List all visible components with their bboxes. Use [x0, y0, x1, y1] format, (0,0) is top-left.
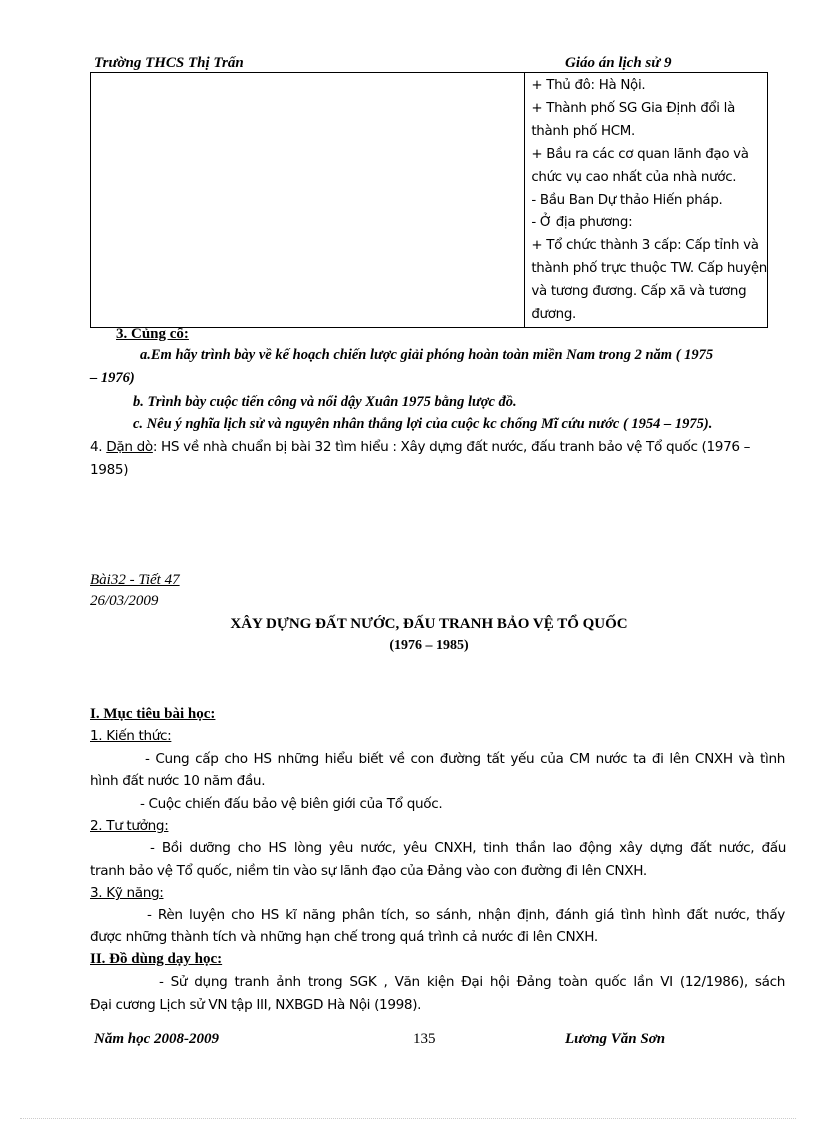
table-line: + Thủ đô: Hà Nội. [531, 78, 646, 93]
cungco-a-line2: – 1976) [90, 370, 135, 386]
dodung-line1: - Sử dụng tranh ảnh trong SGK , Văn kiện Đại hội Đảng toàn quốc lần VI (12/1986), sách [159, 974, 785, 990]
table-line: + Bầu ra các cơ quan lãnh đạo và [531, 146, 749, 162]
kn-line1: - Rèn luyện cho HS kĩ năng phân tích, so sánh, nhận định, đánh giá tình hình đất nước, thấy [147, 907, 785, 923]
dodung-line2: Đại cương Lịch sử VN tập III, NXBGD Hà Nội (1998). [90, 997, 422, 1013]
table-line: + Tổ chức thành 3 cấp: Cấp tỉnh và [531, 238, 759, 254]
lesson-title: XÂY DỰNG ĐẤT NƯỚC, ĐẤU TRANH BẢO VỆ TỔ QUỐC [230, 616, 628, 632]
table-right-cell [525, 73, 768, 328]
tt-line1: - Bồi dưỡng cho HS lòng yêu nước, yêu CNXH, tinh thần lao động xây dựng đất nước, đấu [150, 840, 786, 856]
lesson-date: 26/03/2009 [90, 593, 159, 609]
muctieu-heading-text: I. Mục tiêu bài học: [90, 706, 216, 722]
muctieu-heading [90, 706, 215, 723]
dando-text: : HS về nhà chuẩn bị bài 32 tìm hiểu : Xây dựng đất nước, đấu tranh bảo vệ Tổ quốc (1976 – [152, 439, 751, 455]
school-name: Trường THCS Thị Trấn [94, 55, 244, 71]
lesson-code [90, 572, 180, 589]
table-line: đương. [531, 307, 576, 323]
footer-year: Năm học 2008-2009 [94, 1031, 219, 1047]
page-number: 135 [413, 1031, 436, 1047]
cungco-b: b. Trình bày cuộc tiến công và nổi dậy Xuân 1975 bằng lược đồ. [133, 394, 517, 410]
dando-line2: 1985) [90, 462, 129, 478]
table-line: thành phố HCM. [531, 123, 635, 139]
kynang-label [90, 885, 164, 901]
table-line: thành phố trực thuộc TW. Cấp huyện [531, 261, 767, 277]
lesson-years: (1976 – 1985) [389, 638, 469, 653]
table-line: chức vụ cao nhất của nhà nước. [531, 169, 737, 185]
table-left-cell [91, 73, 525, 328]
dando-line1 [90, 439, 750, 455]
kienthuc-label-text: 1. Kiến thức: [90, 728, 172, 744]
table-line: - Ở địa phương: [531, 215, 633, 231]
table-line: + Thành phố SG Gia Định đổi là [531, 100, 735, 116]
kienthuc-label [90, 728, 171, 744]
page-bottom-divider [20, 1118, 796, 1119]
kn-line2: được những thành tích và những hạn chế trong quá trình cả nước đi lên CNXH. [90, 929, 598, 945]
kynang-label-text: 3. Kỹ năng: [90, 885, 164, 901]
table-line: - Bầu Ban Dự thảo Hiến pháp. [531, 192, 723, 208]
kt1-line2: hình đất nước 10 năm đầu. [90, 773, 266, 789]
table-line: và tương đương. Cấp xã và tương [531, 284, 747, 300]
cungco-label: 3. Củng cố: [116, 326, 189, 342]
kt2: - Cuộc chiến đấu bảo vệ biên giới của Tổ quốc. [140, 796, 443, 812]
kt1-line1: - Cung cấp cho HS những hiểu biết về con đường tất yếu của CM nước ta đi lên CNXH và tình [145, 751, 785, 767]
dodung-heading-text: II. Đồ dùng dạy học: [90, 951, 223, 967]
tutuong-label [90, 818, 168, 834]
dando-num: 4. [90, 439, 103, 455]
footer-author: Lương Văn Sơn [565, 1031, 666, 1047]
dando-label: Dặn dò [106, 439, 153, 455]
cungco-c: c. Nêu ý nghĩa lịch sử và nguyên nhân thắng lợi của cuộc kc chống Mĩ cứu nước ( 1954 – 1975). [133, 416, 713, 432]
tutuong-label-text: 2. Tư tưởng: [90, 818, 169, 834]
cungco-a-line1: a.Em hãy trình bày về kế hoạch chiến lược giải phóng hoàn toàn miền Nam trong 2 năm ( 1975 [140, 347, 714, 363]
content-table [90, 72, 768, 328]
cungco-heading [116, 326, 189, 343]
tt-line2: tranh bảo vệ Tổ quốc, niềm tin vào sự lãnh đạo của Đảng vào con đường đi lên CNXH. [90, 863, 647, 879]
dodung-heading [90, 951, 222, 968]
subject-title: Giáo án lịch sử 9 [565, 55, 672, 71]
lesson-code-text: Bài32 - Tiết 47 [90, 572, 180, 588]
